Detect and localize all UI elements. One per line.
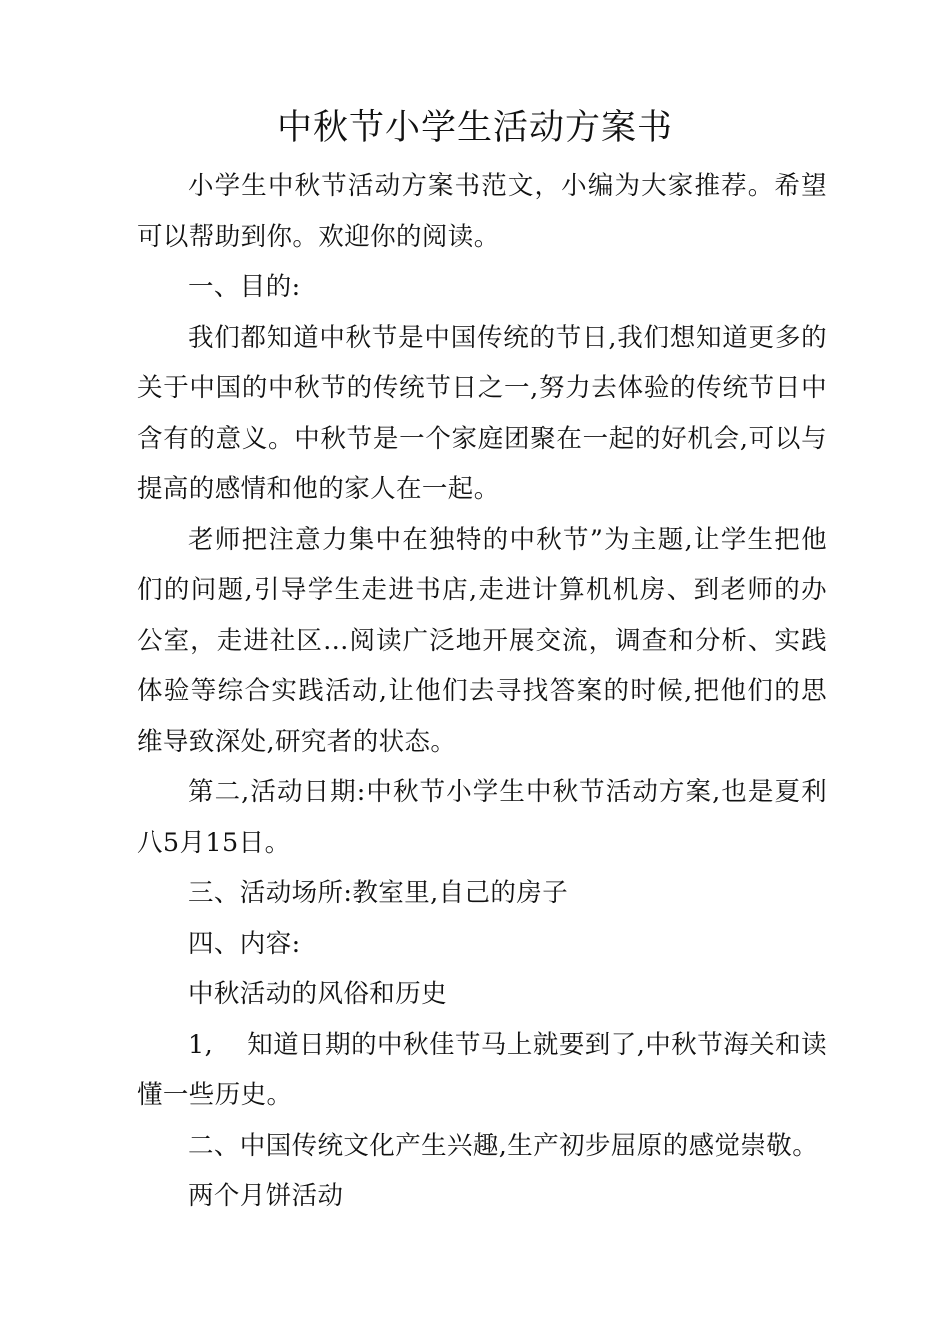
subsection-heading-mooncake: 两个月饼活动 (188, 1181, 344, 1211)
section-heading-content: 四、内容: (188, 928, 301, 959)
numbered-item (137, 1020, 827, 1121)
subsection-heading-customs: 中秋活动的风俗和历史 (188, 979, 448, 1009)
intro-paragraph: 小学生中秋节活动方案书范文，小编为大家推荐。希望可以帮助到你。欢迎你的阅读。 (137, 171, 827, 252)
activity-date-paragraph: 第二,活动日期:中秋节小学生中秋节活动方案,也是夏利八5月15日。 (137, 777, 827, 858)
item-text: 知道日期的中秋佳节马上就要到了,中秋节海关和读懂一些历史。 (137, 1029, 827, 1110)
document-title: 中秋节小学生活动方案书 (276, 108, 673, 148)
document-body (137, 161, 827, 1222)
method-paragraph: 老师把注意力集中在独特的中秋节”为主题,让学生把他们的问题,引导学生走进书店,走进计算机机房、到老师的办公室，走进社区…阅读广泛地开展交流，调查和分析、实践体验等综合实践活动,让他们去寻找答案的时候,把他们的思维导致深处,研究者的状态。 (137, 524, 827, 757)
culture-interest-paragraph: 二、中国传统文化产生兴趣,生产初步屈原的感觉崇敬。 (188, 1130, 819, 1161)
section-heading-purpose: 一、目的: (188, 272, 301, 302)
activity-location-paragraph: 三、活动场所:教室里,自己的房子 (188, 878, 569, 908)
item-number: 1, (188, 1029, 214, 1060)
purpose-paragraph: 我们都知道中秋节是中国传统的节日,我们想知道更多的关于中国的中秋节的传统节日之一,努力去体验的传统节日中含有的意义。中秋节是一个家庭团聚在一起的好机会,可以与提高的感情和他的家人在一起。 (137, 322, 827, 504)
